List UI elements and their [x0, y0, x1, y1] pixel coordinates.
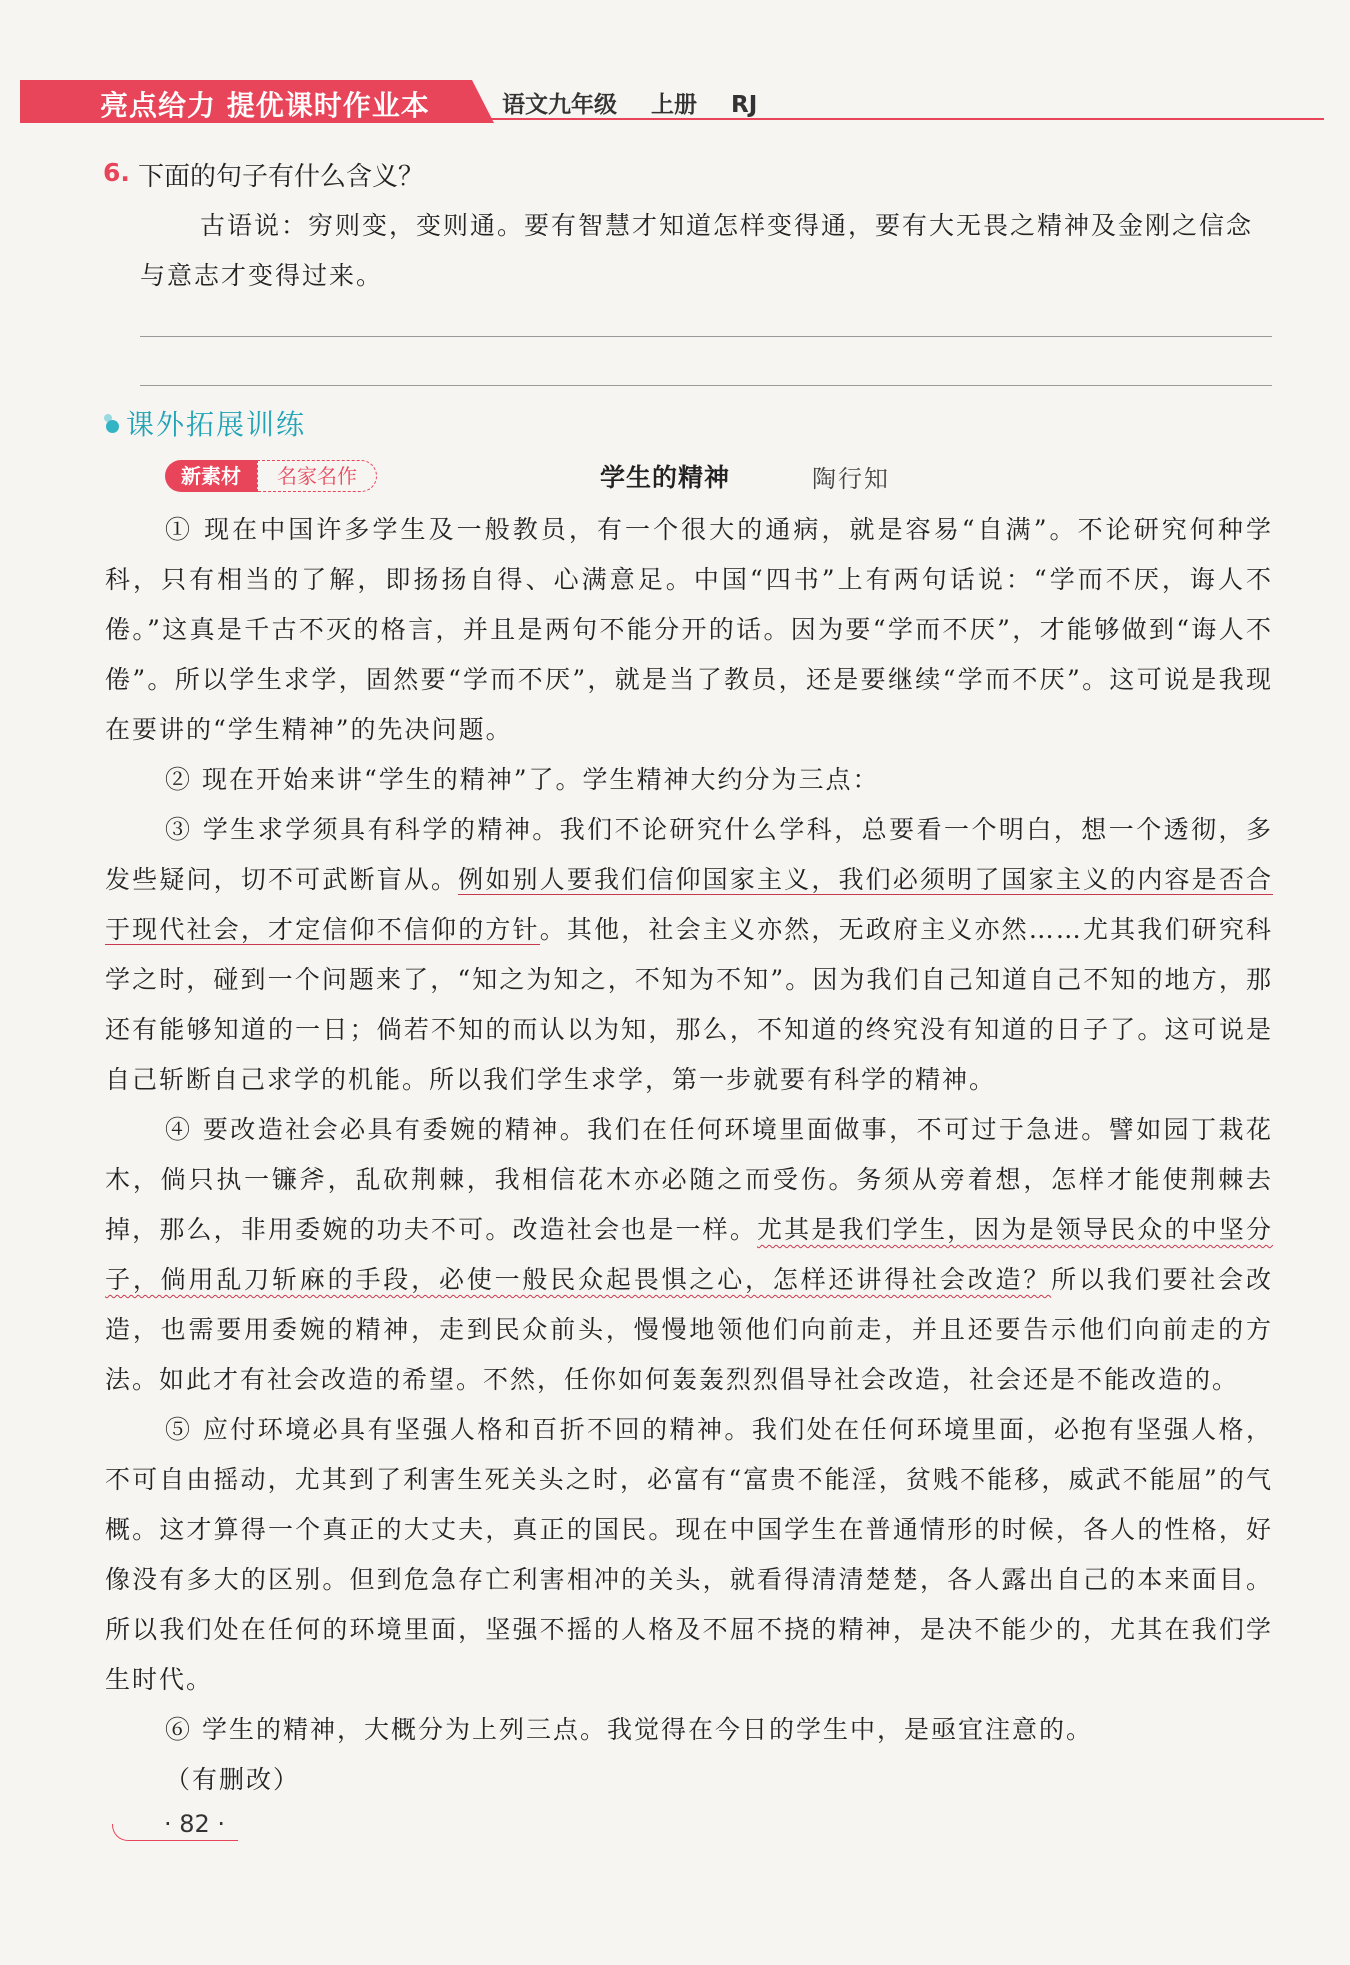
- header-divider: [472, 118, 1324, 120]
- question-quote: 古语说：穷则变，变则通。要有智慧才知道怎样变得通，要有大无畏之精神及金刚之信念与意志才变得过来。: [140, 211, 1254, 290]
- paragraph-3-lead: ③ 学生求学须具有科学的精神。我们不论研究什么学科，总要看一个明白，想一个透彻，多发些疑问，切不可武断盲从。: [105, 815, 1273, 894]
- paragraph-3: [105, 805, 1273, 1105]
- paragraph-5: ⑤ 应付环境必具有坚强人格和百折不回的精神。我们处在任何环境里面，必抱有坚强人格，不可自由摇动，尤其到了利害生死关头之时，必富有“富贵不能淫，贫贱不能移，威武不能屈”的气概。这才算得一个真正的大丈夫，真正的国民。现在中国学生在普通情形的时候，各人的性格，好像没有多大的区别。但到危急存亡利害相冲的关头，就看得清清楚楚，各人露出自己的本来面目。所以我们处在任何的环境里面，坚强不摇的人格及不屈不挠的精神，是决不能少的，尤其在我们学生时代。: [105, 1415, 1273, 1694]
- paragraph-2: ② 现在开始来讲“学生的精神”了。学生精神大约分为三点：: [165, 765, 880, 794]
- paragraph-4-rest: 所以我们要社会改造，也需要用委婉的精神，走到民众前头，慢慢地领他们向前走，并且还要告示他们向前走的方法。如此才有社会改造的希望。不然，任你如何轰轰烈烈倡导社会改造，社会还是不能改造的。: [105, 1265, 1273, 1394]
- answer-line-2[interactable]: [140, 385, 1272, 386]
- header-subject: 语文九年级: [502, 92, 617, 118]
- underlined-sentence: 例如别人要我们信仰国家主义，我们必须明了国家主义的内容是否合于现代社会，才定信仰不信仰的方针: [105, 865, 1273, 944]
- section-bullet: [106, 420, 119, 433]
- paragraph-1: ① 现在中国许多学生及一般教员，有一个很大的通病，就是容易“自满”。不论研究何种学科，只有相当的了解，即扬扬自得、心满意足。中国“四书”上有两句话说：“学而不厌，诲人不倦。”这真是千古不灭的格言，并且是两句不能分开的话。因为要“学而不厌”，才能够做到“诲人不倦”。所以学生求学，固然要“学而不厌”，就是当了教员，还是要继续“学而不厌”。这可说是我现在要讲的“学生精神”的先决问题。: [105, 515, 1273, 744]
- question-prompt: 下面的句子有什么含义？: [138, 162, 425, 192]
- paragraph-6: ⑥ 学生的精神，大概分为上列三点。我觉得在今日的学生中，是亟宜注意的。: [165, 1715, 1093, 1744]
- wavy-underlined-sentence: 尤其是我们学生，因为是领导民众的中坚分子，倘用乱刀斩麻的手段，必使一般民众起畏惧之心，怎样还讲得社会改造？: [105, 1215, 1273, 1294]
- page-number-underline: [130, 1840, 238, 1841]
- question-number: 6.: [103, 158, 130, 187]
- answer-line-1[interactable]: [140, 336, 1272, 337]
- page-number: · 82 ·: [164, 1810, 226, 1838]
- header-volume: 上册: [651, 92, 698, 118]
- header-course-info: [502, 86, 783, 119]
- article-title: 学生的精神: [600, 463, 731, 492]
- header-edition: RJ: [731, 92, 758, 118]
- paragraph-3-rest: 。其他，社会主义亦然，无政府主义亦然……尤其我们研究科学之时，碰到一个问题来了，“知之为知之，不知为不知”。因为我们自己知道自己不知的地方，那还有能够知道的一日；倘若不知的而认以为知，那么，不知道的终究没有知道的日子了。这可说是自己斩断自己求学的机能。所以我们学生求学，第一步就要有科学的精神。: [105, 915, 1273, 1094]
- source-note: （有删改）: [165, 1765, 301, 1794]
- page-number-ornament: [112, 1824, 141, 1841]
- section-title: 课外拓展训练: [126, 408, 307, 441]
- header-brand: 亮点给力 提优课时作业本: [100, 89, 430, 122]
- new-material-tag: 新素材: [165, 460, 257, 492]
- article-body: [105, 505, 1273, 1805]
- paragraph-4: [105, 1105, 1273, 1405]
- paragraph-4-lead: ④ 要改造社会必具有委婉的精神。我们在任何环境里面做事，不可过于急进。譬如园丁栽花木，倘只执一镰斧，乱砍荆棘，我相信花木亦必随之而受伤。务须从旁着想，怎样才能使荆棘去掉，那么，非用委婉的功夫不可。改造社会也是一样。: [105, 1115, 1273, 1244]
- category-tag: 名家名作: [257, 460, 377, 492]
- article-author: 陶行知: [812, 465, 890, 493]
